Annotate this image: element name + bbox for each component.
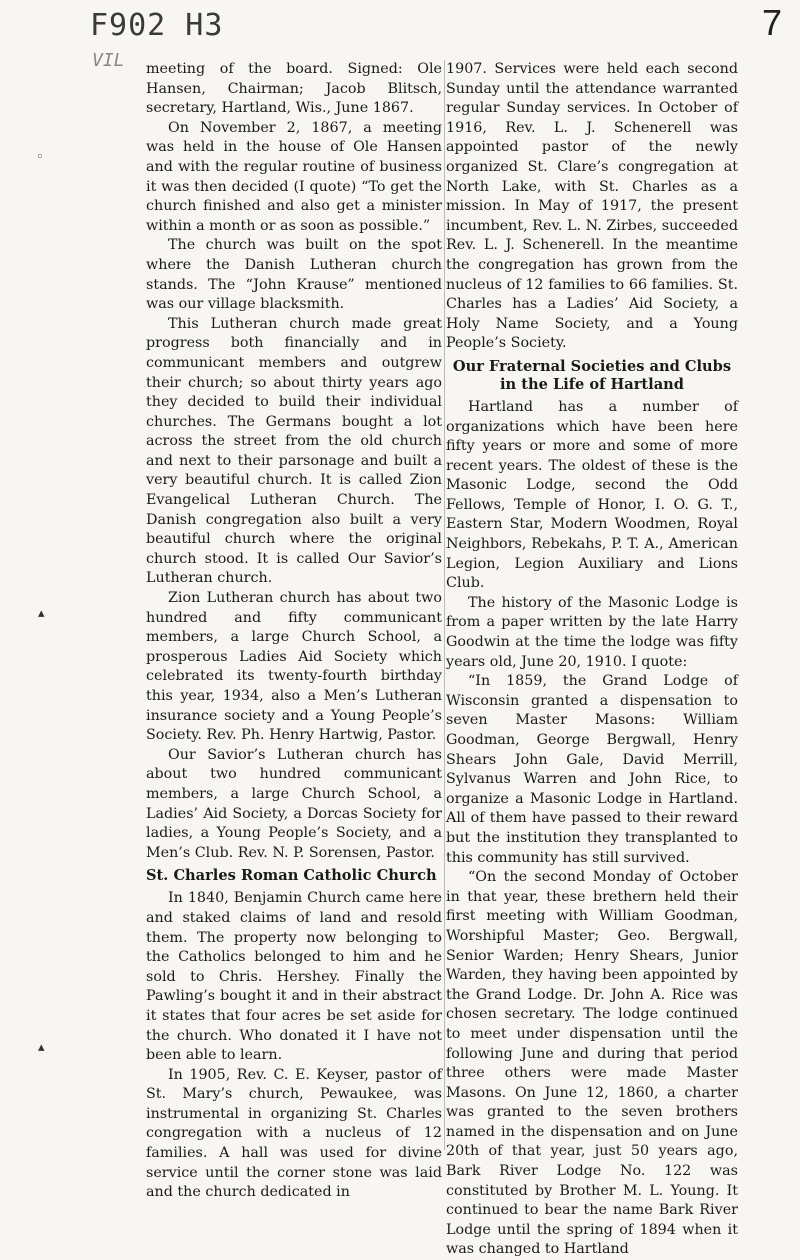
paragraph: In 1905, Rev. C. E. Keyser, pastor of St. Mary’s church, Pewaukee, was instrumental in organizing St. Charles congregation with a nucleus of 12 families. A hall was used for divine service until the corner stone was laid and the church dedicated in bbox=[146, 1066, 442, 1201]
paragraph: Hartland has a number of organizations which have been here fifty years or more and some of more recent years. The oldest of these is the Masonic Lodge, second the Odd Fellows, Temple of Honor, I. O. G. T., Eastern Star, Modern Woodmen, Royal Neighbors, Rebekahs, P. T. A., American Legion, Legion Auxiliary and Lions Club. bbox=[446, 398, 738, 592]
page-number: 7 bbox=[762, 2, 783, 43]
left-column bbox=[146, 60, 442, 1203]
manuscript-call-number: F902 H3 bbox=[90, 8, 224, 43]
paragraph: “On the second Monday of October in that year, these brethern held their first meeting with William Goodman, Worshipful Master; Geo. Bergwall, Senior Warden; Henry Shears, Junior Warden, they having been appointed by the Grand Lodge. Dr. John A. Rice was chosen secretary. The lodge continued to meet under dispensation until the following June and during that period three others were made Master Masons. On June 12, 1860, a charter was granted to the seven brothers named in the dispensation and on June 20th of that year, just 50 years ago, Bark River Lodge No. 122 was constituted by Brother M. L. Young. It continued to bear the name Bark River Lodge until the spring of 1894 when it was changed to Hartland bbox=[446, 869, 738, 1258]
manuscript-annotation: VIL bbox=[92, 50, 125, 71]
paragraph: Our Savior’s Lutheran church has about two hundred communicant members, a large Church School, a Ladies’ Aid Society, a Dorcas Society for ladies, a Young People’s Society, and a Men’s Club. Rev. N. P. Sorensen, Pastor. bbox=[146, 746, 442, 861]
paragraph: The history of the Masonic Lodge is from a paper written by the late Harry Goodwin at the time the lodge was fifty years old, June 20, 1910. I quote: bbox=[446, 594, 738, 670]
paragraph: In 1840, Benjamin Church came here and staked claims of land and resold them. The property now belonging to the Catholics belonged to him and he sold to Chris. Hershey. Finally the Pawling’s bought it and in their abstract it states that four acres be set aside for the church. Who donated it I have not been able to learn. bbox=[146, 890, 442, 1064]
paragraph: meeting of the board. Signed: Ole Hansen, Chairman; Jacob Blitsch, secretary, Hartland, Wis., June 1867. bbox=[146, 61, 442, 117]
paragraph: 1907. Services were held each second Sunday until the attendance warranted regular Sunday services. In October of 1916, Rev. L. J. Schenerell was appointed pastor of the newly organized St. Clare’s congregation at North Lake, with St. Charles as a mission. In May of 1917, the present incumbent, Rev. L. N. Zirbes, succeeded Rev. L. J. Schenerell. In the meantime the congregation has grown from the nucleus of 12 families to 66 families. St. Charles has a Ladies’ Aid Society, a Holy Name Society, and a Young People’s Society. bbox=[446, 61, 738, 352]
paragraph: The church was built on the spot where the Danish Lutheran church stands. The “John Krause” mentioned was our village blacksmith. bbox=[146, 237, 442, 313]
paragraph: Zion Lutheran church has about two hundred and fifty communicant members, a large Church School, a prosperous Ladies Aid Society which celebrated its twenty-fourth birthday this year, 1934, also a Men’s Lutheran insurance society and a Young People’s Society. Rev. Ph. Henry Hartwig, Pastor. bbox=[146, 590, 442, 744]
column-divider bbox=[444, 60, 445, 1150]
paragraph: On November 2, 1867, a meeting was held in the house of Ole Hansen and with the regular routine of business it was then decided (I quote) “To get the church finished and also get a minister within a month or as soon as possible.” bbox=[146, 119, 442, 234]
margin-mark: ◦ bbox=[36, 150, 44, 165]
paragraph: “In 1859, the Grand Lodge of Wisconsin granted a dispensation to seven Master Masons: William Goodman, George Bergwall, Henry Shears John Gale, David Merrill, Sylvanus Warren and John Rice, to organize a Masonic Lodge in Hartland. All of them have passed to their reward but the institution they transplanted to this community has still survived. bbox=[446, 673, 738, 866]
margin-mark: ▴ bbox=[38, 1040, 45, 1055]
section-heading: Our Fraternal Societies and Clubs in the Life of Hartland bbox=[452, 357, 732, 393]
section-heading: St. Charles Roman Catholic Church bbox=[146, 867, 437, 885]
margin-mark: ▴ bbox=[38, 606, 45, 621]
paragraph: This Lutheran church made great progress both financially and in communicant members and outgrew their church; so about thirty years ago they decided to build their individual churches. The Germans bought a lot across the street from the old church and next to their parsonage and built a very beautiful church. It is called Zion Evangelical Lutheran Church. The Danish congregation also built a very beautiful church where the original church stood. It is called Our Savior’s Lutheran church. bbox=[146, 315, 442, 587]
right-column bbox=[446, 60, 738, 1260]
